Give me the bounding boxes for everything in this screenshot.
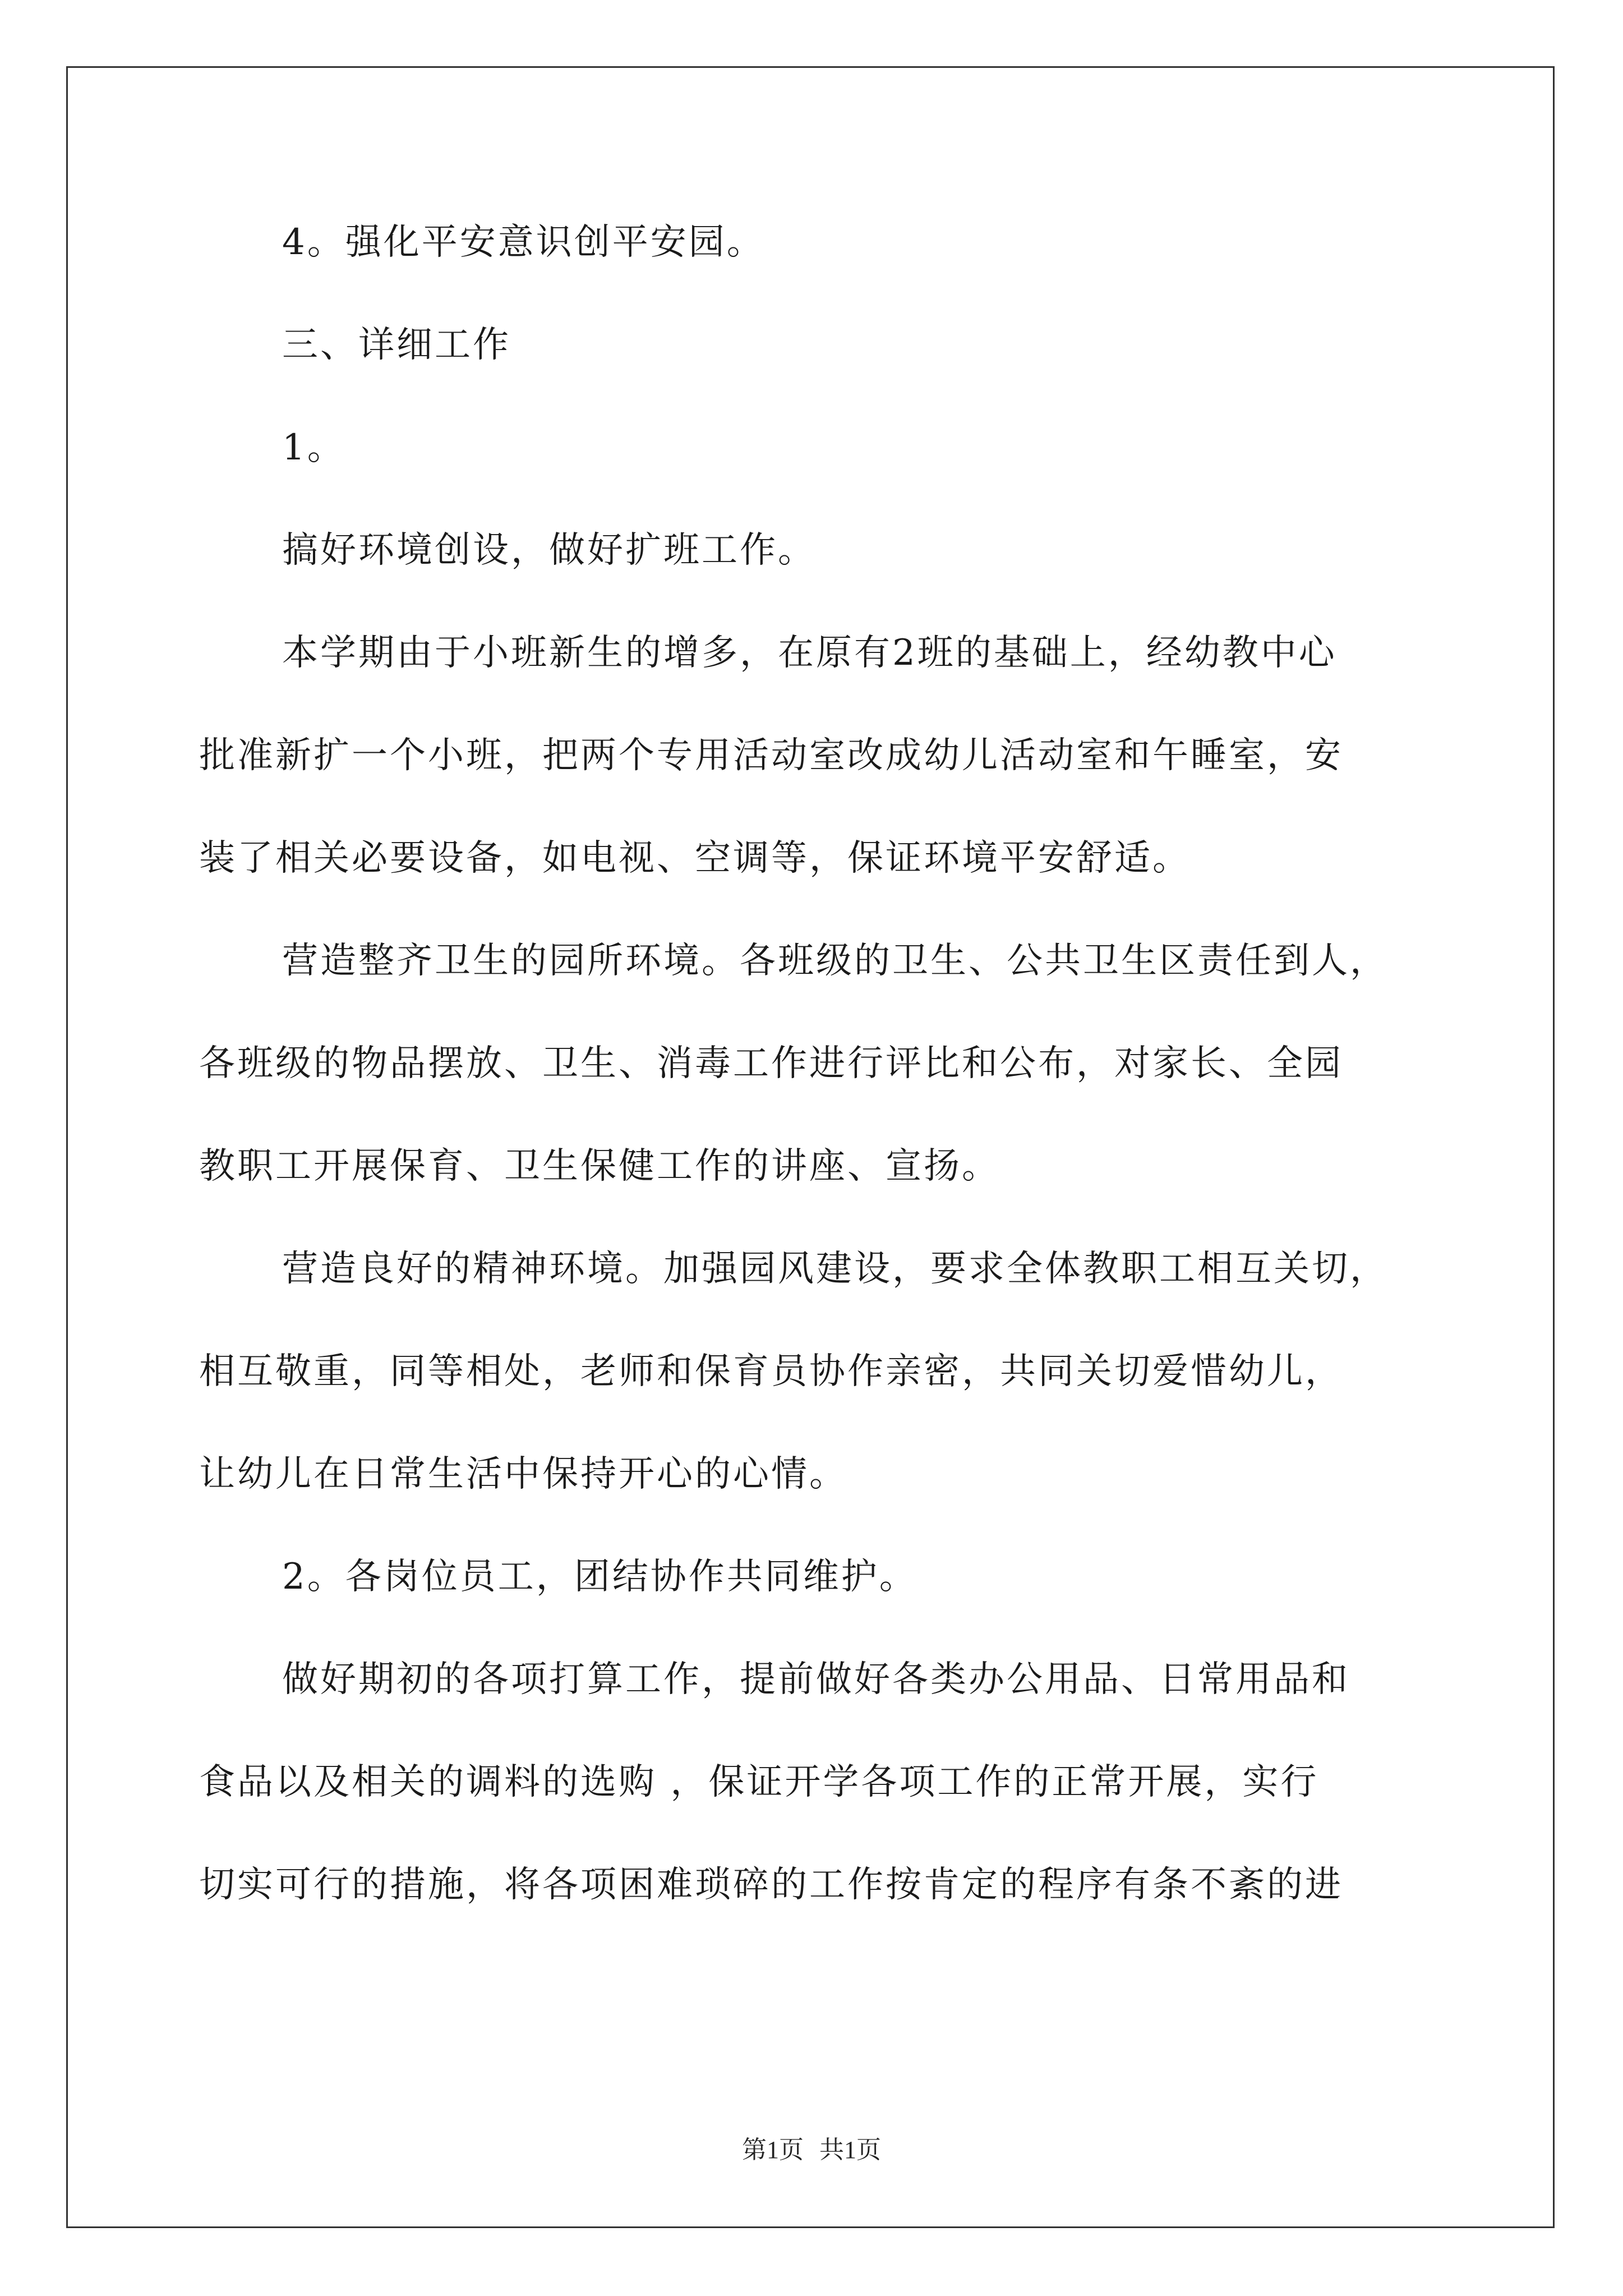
paragraph-line: 食品以及相关的调料的选购 ，保证开学各项工作的正常开展，实行 [199,1761,1319,1803]
page-footer [0,2134,1623,2166]
page-number-current: 第1页 [742,2136,804,2164]
paragraph-line: 各班级的物品摆放、卫生、消毒工作进行评比和公布，对家长、全园 [199,1043,1343,1084]
section-heading: 三、详细工作 [282,324,511,366]
paragraph-line: 搞好环境创设，做好扩班工作。 [282,530,816,571]
list-item-heading: 2。各岗位员工，团结协作共同维护。 [282,1556,917,1598]
paragraph-line: 营造良好的精神环境。加强园风建设，要求全体教职工相互关切， [282,1248,1388,1290]
paragraph-line: 切实可行的措施，将各项困难琐碎的工作按肯定的程序有条不紊的进 [199,1864,1343,1906]
list-item-number: 1。 [282,427,345,468]
paragraph-line: 做好期初的各项打算工作，提前做好各类办公用品、日常用品和 [282,1659,1350,1700]
paragraph-line: 教职工开展保育、卫生保健工作的讲座、宣扬。 [199,1145,1000,1187]
paragraph-line: 本学期由于小班新生的增多，在原有2班的基础上，经幼教中心 [282,632,1337,674]
paragraph-line: 相互敬重，同等相处，老师和保育员协作亲密，共同关切爱惜幼儿， [199,1351,1343,1392]
paragraph-line: 让幼儿在日常生活中保持开心的心情。 [199,1453,847,1495]
paragraph-line: 装了相关必要设备，如电视、空调等，保证环境平安舒适。 [199,838,1191,879]
page-number-total: 共1页 [819,2136,881,2164]
list-item-heading: 4。强化平安意识创平安园。 [282,222,765,263]
paragraph-line: 批准新扩一个小班，把两个专用活动室改成幼儿活动室和午睡室，安 [199,735,1343,776]
paragraph-line: 营造整齐卫生的园所环境。各班级的卫生、公共卫生区责任到人， [282,940,1388,982]
